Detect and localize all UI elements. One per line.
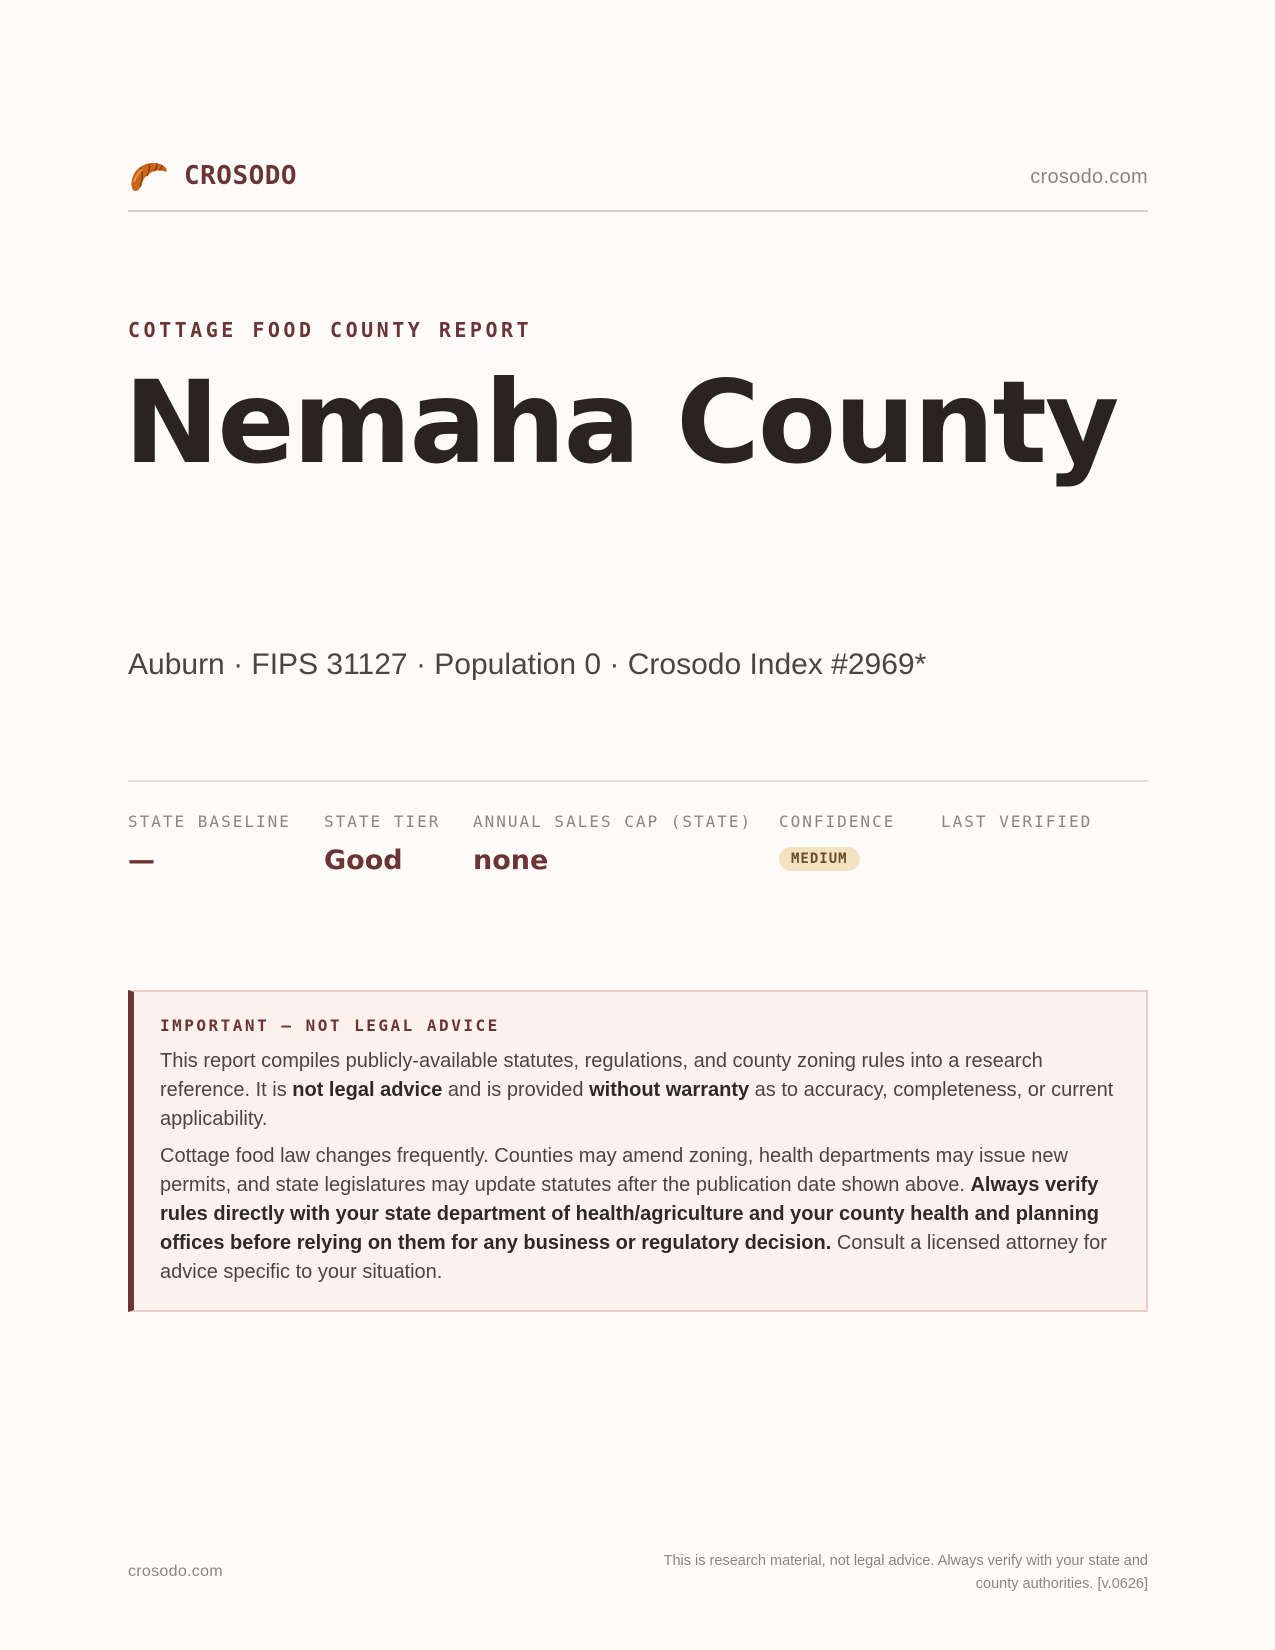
legal-notice — [128, 990, 1148, 1312]
notice-text: and is provided — [442, 1079, 590, 1101]
stat-annual-sales-cap — [473, 812, 752, 876]
notice-title: IMPORTANT — NOT LEGAL ADVICE — [160, 1016, 500, 1035]
stat-state-baseline — [128, 812, 291, 876]
stats-row — [128, 812, 1148, 892]
stat-last-verified — [941, 812, 1092, 845]
report-kicker: COTTAGE FOOD COUNTY REPORT — [128, 318, 533, 342]
stat-value: none — [473, 845, 549, 876]
notice-text: This report compiles publicly-available statutes, regulations, and county zoning rules into a research reference. It is — [160, 1050, 1043, 1101]
section-divider — [128, 780, 1148, 782]
confidence-badge: MEDIUM — [779, 847, 860, 871]
footer-url-link[interactable]: crosodo.com — [128, 1563, 223, 1580]
stat-label: CONFIDENCE — [779, 812, 896, 831]
county-title: Nemaha County — [124, 356, 1118, 489]
stat-state-tier — [324, 812, 440, 876]
notice-text: Cottage food law changes frequently. Counties may amend zoning, health departments may issue new permits, and state legislatures may update statutes after the publication date shown above. — [160, 1145, 1068, 1196]
notice-emphasis: without warranty — [589, 1079, 750, 1101]
page-header — [128, 150, 1148, 212]
notice-paragraph-1 — [160, 1047, 1120, 1134]
notice-emphasis: Always verify rules directly with your state department of health/agriculture and your county health and planning offices before relying on them for any business or regulatory decision. — [160, 1174, 1100, 1254]
stat-label: STATE TIER — [324, 812, 441, 831]
stat-label: ANNUAL SALES CAP (STATE) — [473, 812, 753, 831]
notice-emphasis: not legal advice — [292, 1079, 443, 1101]
notice-text: as to accuracy, completeness, or current applicability. — [160, 1079, 1114, 1130]
notice-text: Consult a licensed attorney for advice specific to your situation. — [160, 1232, 1107, 1283]
county-subtitle: Auburn · FIPS 31127 · Population 0 · Crosodo Index #2969* — [128, 648, 927, 681]
stat-label: STATE BASELINE — [128, 812, 291, 831]
brand-logo[interactable] — [128, 158, 297, 194]
stat-confidence — [779, 812, 895, 871]
footer-disclaimer: This is research material, not legal advice. Always verify with your state and county authorities. [v.0626] — [663, 1553, 1148, 1592]
stat-label: LAST VERIFIED — [941, 812, 1093, 831]
brand-name: CROSODO — [184, 161, 298, 191]
stat-value: Good — [324, 845, 403, 876]
croissant-icon — [128, 158, 170, 194]
notice-paragraph-2 — [160, 1142, 1120, 1287]
header-url-link[interactable]: crosodo.com — [1030, 166, 1148, 188]
stat-value: — — [128, 845, 155, 876]
